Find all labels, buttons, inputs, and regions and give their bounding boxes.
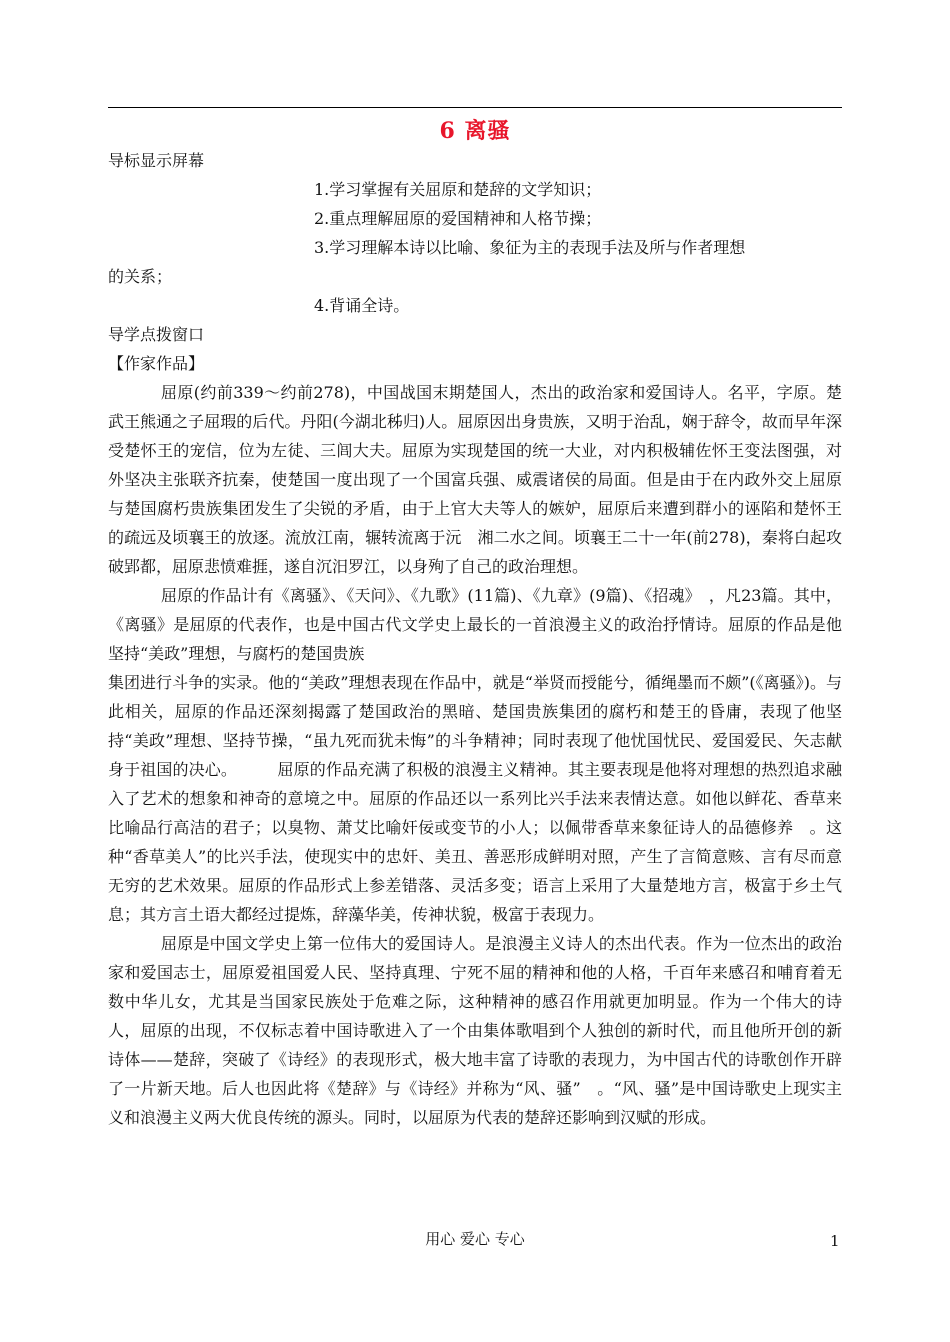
section-heading-objectives: 导标显示屏幕 bbox=[108, 151, 205, 170]
header-rule bbox=[108, 107, 842, 108]
body-paragraph: 屈原的作品计有《离骚》、《天问》、《九歌》(11篇)、《九章》(9篇)、《招魂》 ，凡23篇。其中，《离骚》是屈原的代表作，也是中国古代文学史上最长的一首浪漫主义的政治抒情诗。屈原的作品是他坚持“美政”理想，与腐朽的楚国贵族 bbox=[108, 586, 842, 663]
page-title: 6 离骚 bbox=[439, 118, 511, 144]
body-paragraph-continuation: 集团进行斗争的实录。他的“美政”理想表现在作品中，就是“举贤而授能兮，循绳墨而不颇”(《离骚》)。与此相关，屈原的作品还深刻揭露了楚国政治的黑暗、楚国贵族集团的腐朽和楚王的昏庸，表现了他坚持“美政”理想、坚持节操，“虽九死而犹未悔”的斗争精神；同时表现了他忧国忧民、爱国爱民、矢志献身于祖国的决心。 屈原的作品充满了积极的浪漫主义精神。其主要表现是他将对理想的热烈追求融入了艺术的想象和神奇的意境之中。屈原的作品还以一系列比兴手法来表情达意。如他以鲜花、香草来比喻品行高洁的君子；以臭物、萧艾比喻奸佞或变节的小人；以佩带香草来象征诗人的品德修养 。这种“香草美人”的比兴手法，使现实中的忠奸、美丑、善恶形成鲜明对照，产生了言简意赅、言有尽而意无穷的艺术效果。屈原的作品形式上参差错落、灵活多变；语言上采用了大量楚地方言，极富于乡土气息；其方言土语大都经过提炼，辞藻华美，传神状貌，极富于表现力。 bbox=[108, 673, 842, 924]
section-heading-guide: 导学点拨窗口 bbox=[108, 325, 205, 344]
section-heading-author-works: 【作家作品】 bbox=[108, 354, 205, 373]
objective-item: 1.学习掌握有关屈原和楚辞的文学知识； bbox=[314, 180, 602, 199]
objective-item: 3.学习理解本诗以比喻、象征为主的表现手法及所与作者理想 bbox=[314, 238, 746, 257]
document-body bbox=[108, 146, 842, 1132]
objective-item: 2.重点理解屈原的爱国精神和人格节操； bbox=[314, 209, 602, 228]
page-number: 1 bbox=[830, 1232, 840, 1250]
objective-item: 4.背诵全诗。 bbox=[314, 296, 410, 315]
page-footer: 用心 爱心 专心 bbox=[425, 1230, 525, 1248]
body-paragraph: 屈原是中国文学史上第一位伟大的爱国诗人。是浪漫主义诗人的杰出代表。作为一位杰出的政治家和爱国志士，屈原爱祖国爱人民、坚持真理、宁死不屈的精神和他的人格，千百年来感召和哺育着无数中华儿女，尤其是当国家民族处于危难之际，这种精神的感召作用就更加明显。作为一个伟大的诗人，屈原的出现，不仅标志着中国诗歌进入了一个由集体歌唱到个人独创的新时代，而且他所开创的新诗体——楚辞，突破了《诗经》的表现形式，极大地丰富了诗歌的表现力，为中国古代的诗歌创作开辟了一片新天地。后人也因此将《楚辞》与《诗经》并称为“风、骚” 。“风、骚”是中国诗歌史上现实主义和浪漫主义两大优良传统的源头。同时，以屈原为代表的楚辞还影响到汉赋的形成。 bbox=[108, 934, 842, 1127]
objective-item-continuation: 的关系； bbox=[108, 267, 173, 286]
body-paragraph: 屈原(约前339～约前278)，中国战国末期楚国人，杰出的政治家和爱国诗人。名平，字原。楚武王熊通之子屈瑕的后代。丹阳(今湖北秭归)人。屈原因出身贵族，又明于治乱，娴于辞令，故而早年深受楚怀王的宠信，位为左徒、三闾大夫。屈原为实现楚国的统一大业，对内积极辅佐怀王变法图强，对外坚决主张联齐抗秦，使楚国一度出现了一个国富兵强、威震诸侯的局面。但是由于在内政外交上屈原与楚国腐朽贵族集团发生了尖锐的矛盾，由于上官大夫等人的嫉妒，屈原后来遭到群小的诬陷和楚怀王的疏远及顷襄王的放逐。流放江南，辗转流离于沅 湘二水之间。顷襄王二十一年(前278)，秦将白起攻破郢都，屈原悲愤难捱，遂自沉汨罗江，以身殉了自己的政治理想。 bbox=[108, 383, 842, 576]
